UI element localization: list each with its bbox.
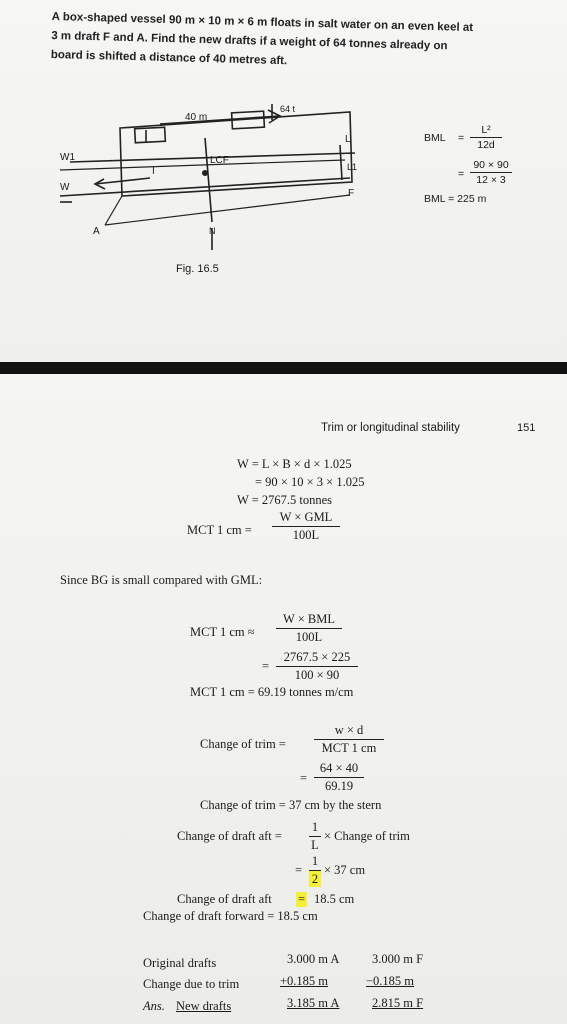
eq-mct-result: MCT 1 cm = 69.19 tonnes m/cm (190, 685, 354, 699)
label-n: N (209, 226, 216, 236)
page-151: Trim or longitudinal stability 151 W = L × B × d × 1.025 = 90 × 10 × 3 × 1.025 W = 2767.5 tonnes MCT 1 cm = W × GML 100L Since BG is small compared with GML: MCT 1 cm ≈ W × BML 100L = $\frac{2767.5 \times 225}{100 \times 90}$ MCT 1 cm = 69.19 tonnes m/cm Change of trim = w × d MCT 1 cm = $\frac{64 \times 40}{69.19}$ Change of trim = 37 cm by the stern Change of draft aft = $\frac{1}{L}$ × Change of trim = $\frac{1}{2}$ × 37 cm Change of draft aft = 18.5 cm Change of draft forward = 18.5 cm Original drafts 3.000 m A 3.000 m F Change due to trim +0.185 m −0.185 m Ans. New drafts 3.185 m A 2.815 m F (0, 374, 567, 1024)
bm-fraction-1: $\frac{\text{L²}}{12d}$ (470, 124, 502, 151)
eq-cda-fraction: $\frac{1}{L}$ (309, 820, 321, 853)
bm-fraction-2: $\frac{90 \times 90}{12 \times 3}$ (470, 159, 512, 186)
eq-mct2-lhs: MCT 1 cm ≈ (190, 625, 255, 639)
problem-line-2: 3 m draft F and A. Find the new drafts if a weight of 64 tonnes already on (51, 29, 448, 53)
label-l: L (345, 134, 351, 145)
eq-w1: W = L × B × d × 1.025 (237, 457, 352, 471)
eq-cda2-fraction: $\frac{1}{2}$ (309, 854, 321, 887)
eq-cot-result: Change of trim = 37 cm by the stern (200, 798, 382, 812)
drafts-ans: Ans. (143, 999, 165, 1013)
eq-cdf-result: Change of draft forward = 18.5 cm (143, 909, 318, 923)
eq-cda-lhs: Change of draft aft = (177, 829, 282, 843)
eq-cda-result-val: 18.5 cm (314, 892, 355, 906)
eq-cda-result-lhs: Change of draft aft (177, 892, 272, 906)
label-lcf: LCF (210, 155, 229, 166)
label-w1: W1 (60, 152, 75, 163)
problem-line-3: board is shifted a distance of 40 metres aft. (50, 48, 288, 68)
eq-cot2-fraction: $\frac{64 \times 40}{69.19}$ (314, 761, 364, 794)
since-text: Since BG is small compared with GML: (60, 573, 263, 587)
eq-mct-fraction: W × GML 100L (272, 510, 340, 543)
label-64t: 64 t (280, 104, 296, 114)
eq-w2: = 90 × 10 × 3 × 1.025 (255, 475, 365, 489)
drafts-row3-aft: 3.185 m A (287, 996, 340, 1010)
label-f: F (348, 188, 355, 199)
bm-lhs: BML (424, 132, 446, 144)
drafts-row2-label: Change due to trim (143, 977, 240, 991)
highlighted-equals: = (298, 892, 306, 906)
running-header: Trim or longitudinal stability (321, 422, 460, 434)
eq-cot-lhs: Change of trim = (200, 737, 286, 751)
drafts-row1-aft: 3.000 m A (287, 952, 340, 966)
eq-mct3-fraction: $\frac{2767.5 \times 225}{100 \times 90}$ (276, 650, 358, 683)
eq-cda-rhs: × Change of trim (324, 829, 410, 843)
problem-line-1: A box-shaped vessel 90 m × 10 m × 6 m floats in salt water on an even keel at (51, 10, 474, 35)
label-l1: L1 (347, 162, 358, 172)
label-a: A (93, 226, 100, 237)
drafts-row1-fwd: 3.000 m F (372, 952, 424, 966)
drafts-row3-label: New drafts (176, 999, 232, 1013)
label-w: W (60, 182, 70, 193)
figure-caption: Fig. 16.5 (176, 263, 219, 275)
drafts-row2-fwd: −0.185 m (366, 974, 415, 988)
eq-mct2-fraction: W × BML 100L (276, 612, 342, 645)
bm-result: BML = 225 m (424, 193, 487, 205)
previous-page-section: A box-shaped vessel 90 m × 10 m × 6 m floats in salt water on an even keel at 3 m draft F and A. Find the new drafts if a weight of 64 tonnes already on board is shifted a distance of 40 metres aft. 40 m 64 t LCF W1 W L L1 F A I N Fig. 16.5 BML = $\frac{\text{L²}}{12d}$ = $\frac{90 \times 90}{12 \times 3}$ BML = 225 m (0, 0, 567, 365)
eq-mct-lhs: MCT 1 cm = (187, 523, 252, 537)
label-40m: 40 m (185, 112, 208, 123)
label-i: I (152, 166, 155, 177)
page-number: 151 (517, 422, 536, 434)
eq-w3: W = 2767.5 tonnes (237, 493, 333, 507)
drafts-row2-aft: +0.185 m (280, 974, 329, 988)
drafts-row3-fwd: 2.815 m F (372, 996, 424, 1010)
eq-cda2-rhs: × 37 cm (324, 863, 366, 877)
drafts-row1-label: Original drafts (143, 956, 217, 970)
eq-cot-fraction: w × d MCT 1 cm (314, 723, 384, 756)
